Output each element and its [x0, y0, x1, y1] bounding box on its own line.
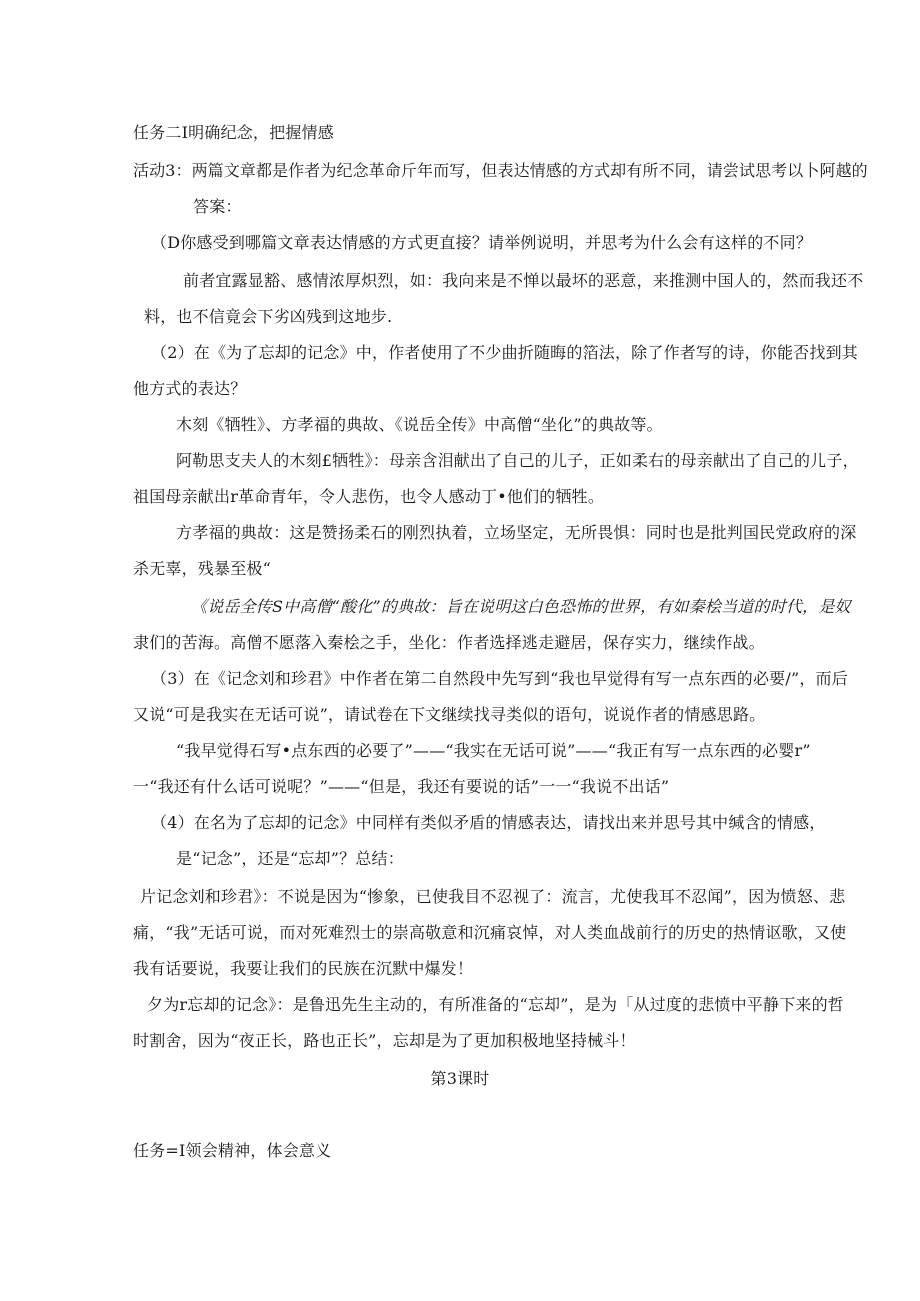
- task-two-heading: 任务二I明确纪念，把握情感: [133, 123, 334, 142]
- answer-4-forgetting-line-2: 时割舍，因为“夜正长，路也正长”，忘却是为了更加积极地坚持械斗！: [133, 1031, 636, 1050]
- answer-1-line-2: 料，也不信竟会下劣凶残到这地步.: [144, 307, 393, 326]
- question-2-line-1: （2）在《为了忘却的记念》中，作者使用了不少曲折随晦的箔法，除了作者写的诗，你能否找到其: [151, 343, 858, 362]
- answer-4-liuhezhen-line-3: 我有话要说，我要让我们的民族在沉默中爆发！: [133, 959, 474, 978]
- question-4-line-1: （4）在名为了忘却的记念》中同样有类似矛盾的情感表达，请找出来并思号其中缄含的情感，: [151, 813, 826, 832]
- answer-1-line-1: 前者宜露显豁、感情浓厚炽烈，如：我向来是不惮以最坏的恶意，来推测中国人的，然而我还不: [183, 271, 864, 290]
- task-three-heading: 任务=I领会精神，体会意义: [133, 1141, 332, 1160]
- answer-3-line-1: “我早觉得石写•点东西的必要了”——“我实在无话可说”——“我正有写一点东西的必婴r”: [176, 741, 811, 760]
- answer-4-liuhezhen-line-1: 片记念刘和珍君》：不说是因为“惨象，已使我目不忍视了：流言，尤使我耳不忍闻”，因为愤怒、悲: [140, 887, 846, 906]
- answer-2-monk-line-1: 《说岳全传S中高僧“酸化”的典故：旨在说明这白色恐怖的世界，有如秦桧当道的时代，是奴: [191, 597, 851, 616]
- answer-2-allusion-line-2: 杀无辜，残暴至极“: [133, 559, 271, 578]
- answer-2-allusion-line-1: 方孝福的典故：这是赞扬柔石的刚烈执着，立场坚定，无所畏惧：同时也是批判国民党政府的深: [176, 523, 857, 542]
- answer-2-summary: 木刻《牺牲》、方孝福的典故、《说岳全传》中高僧“坐化”的典故等。: [176, 415, 663, 434]
- activity-3-prompt-line-2: 答案：: [193, 197, 242, 216]
- answer-3-line-2: 一“我还有什么话可说呢？”——“但是，我还有要说的话”一一“我说不出话”: [133, 777, 670, 796]
- answer-4-liuhezhen-line-2: 痛，“我”无话可说，而对死难烈士的崇高敬意和沉痛哀悼，对人类血战前行的历史的热情讴歌，又使: [133, 923, 847, 942]
- lesson-3-heading: 第3课时: [430, 1069, 490, 1088]
- activity-3-prompt-line-1: 活动3：两篇文章都是作者为纪念革命斤年而写，但表达情感的方式却有所不同，请尝试思考以卜阿越的: [133, 161, 868, 180]
- question-3-line-2: 又说“可是我实在无话可说”，请试卷在下文继续找寻类似的语句，说说作者的情感思路。: [133, 705, 766, 724]
- question-1-text: （D你感受到哪篇文章表达情感的方式更直接？请举例说明，并思考为什么会有这样的不同？: [151, 233, 813, 252]
- question-2-line-2: 他方式的表达？: [133, 379, 247, 398]
- answer-2-monk-line-2: 隶们的苦海。高僧不愿落入秦桧之手，坐化：作者选择逃走避居，保存实力，继续作战。: [133, 633, 765, 652]
- question-4-line-2: 是“记念”，还是“忘却”？总结：: [176, 849, 404, 868]
- question-3-line-1: （3）在《记念刘和珍君》中作者在第二自然段中先写到“我也早觉得有写一点东西的必要/”，而后: [151, 669, 848, 688]
- answer-2-woodcut-line-2: 祖国母亲献出r革命青年，令人悲伤，也令人感动丁•他们的牺牲。: [133, 487, 605, 506]
- answer-2-woodcut-line-1: 阿勒思支夫人的木刻£牺牲》：母亲含泪献出了自己的儿子，正如柔右的母亲献出了自己的儿子，: [176, 451, 859, 470]
- answer-4-forgetting-line-1: 夕为r忘却的记念》：是鲁迅先生主动的，有所准备的“忘却”，是为「从过度的悲愤中平静下来的哲: [147, 995, 845, 1014]
